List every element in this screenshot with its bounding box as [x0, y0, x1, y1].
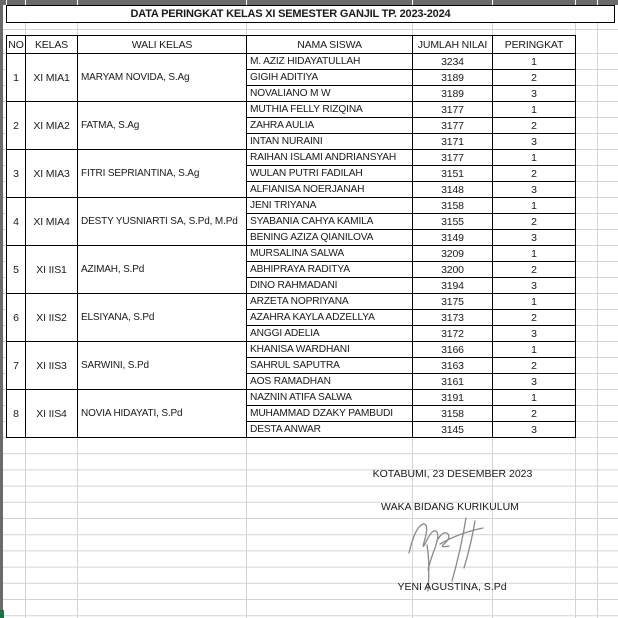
cell-nama-siswa[interactable]: NAZNIN ATIFA SALWA	[247, 390, 413, 406]
cell-peringkat[interactable]: 1	[493, 150, 576, 166]
ranking-table	[6, 35, 576, 438]
sheet-title-cell[interactable]	[6, 5, 615, 23]
cell-nama-siswa[interactable]: DINO RAHMADANI	[247, 278, 413, 294]
column-header-row	[7, 36, 576, 54]
cell-kelas[interactable]: XI IIS2	[26, 294, 78, 342]
cell-nama-siswa[interactable]: INTAN NURAINI	[247, 134, 413, 150]
cell-no[interactable]: 4	[7, 198, 26, 246]
cell-nama-siswa[interactable]: MURSALINA SALWA	[247, 246, 413, 262]
cell-wali-kelas[interactable]: FITRI SEPRIANTINA, S.Ag	[78, 150, 247, 198]
cell-wali-kelas[interactable]: AZIMAH, S.Pd	[78, 246, 247, 294]
cell-peringkat[interactable]: 1	[493, 246, 576, 262]
cell-kelas[interactable]: XI MIA1	[26, 54, 78, 102]
student-row	[7, 246, 576, 262]
cell-no[interactable]: 6	[7, 294, 26, 342]
student-row	[7, 294, 576, 310]
cell-nama-siswa[interactable]: ALFIANISA NOERJANAH	[247, 182, 413, 198]
cell-jumlah-nilai[interactable]: 3173	[413, 310, 493, 326]
cell-peringkat[interactable]: 2	[493, 262, 576, 278]
cell-jumlah-nilai[interactable]: 3189	[413, 86, 493, 102]
cell-jumlah-nilai[interactable]: 3234	[413, 54, 493, 70]
cell-peringkat[interactable]: 3	[493, 134, 576, 150]
column-headers-strip[interactable]	[0, 0, 618, 5]
cell-kelas[interactable]: XI IIS1	[26, 246, 78, 294]
cell-nama-siswa[interactable]: AZAHRA KAYLA ADZELLYA	[247, 310, 413, 326]
cell-peringkat[interactable]: 1	[493, 54, 576, 70]
header-kelas[interactable]: KELAS	[26, 36, 78, 54]
cell-nama-siswa[interactable]: KHANISA WARDHANI	[247, 342, 413, 358]
header-jumlah-nilai[interactable]: JUMLAH NILAI	[413, 36, 493, 54]
cell-nama-siswa[interactable]: MUTHIA FELLY RIZQINA	[247, 102, 413, 118]
ranking-table-body	[7, 54, 576, 438]
cell-no[interactable]: 5	[7, 246, 26, 294]
student-row	[7, 198, 576, 214]
student-row	[7, 54, 576, 70]
cell-nama-siswa[interactable]: MUHAMMAD DZAKY PAMBUDI	[247, 406, 413, 422]
cell-nama-siswa[interactable]: GIGIH ADITIYA	[247, 70, 413, 86]
cell-no[interactable]: 7	[7, 342, 26, 390]
student-row	[7, 342, 576, 358]
cell-kelas[interactable]: XI MIA3	[26, 150, 78, 198]
cell-peringkat[interactable]: 2	[493, 70, 576, 86]
cell-jumlah-nilai[interactable]: 3163	[413, 358, 493, 374]
cell-peringkat[interactable]: 3	[493, 422, 576, 438]
cell-jumlah-nilai[interactable]: 3209	[413, 246, 493, 262]
cell-kelas[interactable]: XI IIS4	[26, 390, 78, 438]
cell-jumlah-nilai[interactable]: 3148	[413, 182, 493, 198]
cell-jumlah-nilai[interactable]: 3158	[413, 406, 493, 422]
row-headers-sliver[interactable]	[0, 0, 3, 618]
cell-jumlah-nilai[interactable]: 3158	[413, 198, 493, 214]
cell-no[interactable]: 2	[7, 102, 26, 150]
cell-jumlah-nilai[interactable]: 3175	[413, 294, 493, 310]
cell-peringkat[interactable]: 2	[493, 214, 576, 230]
cell-peringkat[interactable]: 2	[493, 406, 576, 422]
cell-nama-siswa[interactable]: JENI TRIYANA	[247, 198, 413, 214]
cell-peringkat[interactable]: 1	[493, 198, 576, 214]
cell-jumlah-nilai[interactable]: 3151	[413, 166, 493, 182]
cell-no[interactable]: 8	[7, 390, 26, 438]
cell-jumlah-nilai[interactable]: 3149	[413, 230, 493, 246]
cell-jumlah-nilai[interactable]: 3191	[413, 390, 493, 406]
cell-peringkat[interactable]: 1	[493, 390, 576, 406]
cell-nama-siswa[interactable]: DESTA ANWAR	[247, 422, 413, 438]
cell-wali-kelas[interactable]: NOVIA HIDAYATI, S.Pd	[78, 390, 247, 438]
cell-peringkat[interactable]: 1	[493, 294, 576, 310]
cell-nama-siswa[interactable]: WULAN PUTRI FADILAH	[247, 166, 413, 182]
cell-nama-siswa[interactable]: ABHIPRAYA RADITYA	[247, 262, 413, 278]
header-no[interactable]: NO	[7, 36, 26, 54]
cell-wali-kelas[interactable]: MARYAM NOVIDA, S.Ag	[78, 54, 247, 102]
cell-jumlah-nilai[interactable]: 3177	[413, 150, 493, 166]
cell-wali-kelas[interactable]: FATMA, S.Ag	[78, 102, 247, 150]
cell-peringkat[interactable]: 1	[493, 102, 576, 118]
cell-kelas[interactable]: XI MIA2	[26, 102, 78, 150]
cell-jumlah-nilai[interactable]: 3155	[413, 214, 493, 230]
cell-nama-siswa[interactable]: ANGGI ADELIA	[247, 326, 413, 342]
cell-nama-siswa[interactable]: BENING AZIZA QIANILOVA	[247, 230, 413, 246]
student-row	[7, 390, 576, 406]
cell-no[interactable]: 1	[7, 54, 26, 102]
cell-wali-kelas[interactable]: SARWINI, S.Pd	[78, 342, 247, 390]
cell-kelas[interactable]: XI IIS3	[26, 342, 78, 390]
header-nama-siswa[interactable]: NAMA SISWA	[247, 36, 413, 54]
cell-peringkat[interactable]: 3	[493, 326, 576, 342]
header-wali-kelas[interactable]: WALI KELAS	[78, 36, 247, 54]
cell-jumlah-nilai[interactable]: 3177	[413, 102, 493, 118]
cell-nama-siswa[interactable]: ARZETA NOPRIYANA	[247, 294, 413, 310]
cell-peringkat[interactable]: 2	[493, 310, 576, 326]
cell-jumlah-nilai[interactable]: 3145	[413, 422, 493, 438]
cell-peringkat[interactable]: 3	[493, 86, 576, 102]
cell-nama-siswa[interactable]: M. AZIZ HIDAYATULLAH	[247, 54, 413, 70]
cell-wali-kelas[interactable]: DESTY YUSNIARTI SA, S.Pd, M.Pd	[78, 198, 247, 246]
place-date-text[interactable]: KOTABUMI, 23 DESEMBER 2023	[372, 468, 533, 480]
signer-role-text[interactable]: WAKA BIDANG KURIKULUM	[381, 501, 519, 513]
selection-corner-marker	[0, 610, 4, 618]
cell-peringkat[interactable]: 1	[493, 342, 576, 358]
cell-jumlah-nilai[interactable]: 3189	[413, 70, 493, 86]
cell-peringkat[interactable]: 2	[493, 358, 576, 374]
cell-jumlah-nilai[interactable]: 3194	[413, 278, 493, 294]
cell-nama-siswa[interactable]: SYABANIA CAHYA KAMILA	[247, 214, 413, 230]
cell-jumlah-nilai[interactable]: 3166	[413, 342, 493, 358]
cell-nama-siswa[interactable]: SAHRUL SAPUTRA	[247, 358, 413, 374]
cell-peringkat[interactable]: 3	[493, 230, 576, 246]
cell-wali-kelas[interactable]: ELSIYANA, S.Pd	[78, 294, 247, 342]
cell-no[interactable]: 3	[7, 150, 26, 198]
student-row	[7, 150, 576, 166]
cell-jumlah-nilai[interactable]: 3171	[413, 134, 493, 150]
cell-jumlah-nilai[interactable]: 3200	[413, 262, 493, 278]
student-row	[7, 102, 576, 118]
cell-jumlah-nilai[interactable]: 3161	[413, 374, 493, 390]
page-title: DATA PERINGKAT KELAS XI SEMESTER GANJIL TP. 2023-2024	[130, 8, 451, 20]
cell-peringkat[interactable]: 3	[493, 278, 576, 294]
cell-peringkat[interactable]: 3	[493, 374, 576, 390]
cell-peringkat[interactable]: 2	[493, 166, 576, 182]
cell-peringkat[interactable]: 3	[493, 182, 576, 198]
cell-jumlah-nilai[interactable]: 3177	[413, 118, 493, 134]
cell-nama-siswa[interactable]: RAIHAN ISLAMI ANDRIANSYAH	[247, 150, 413, 166]
cell-nama-siswa[interactable]: NOVALIANO M W	[247, 86, 413, 102]
cell-nama-siswa[interactable]: AOS RAMADHAN	[247, 374, 413, 390]
signer-name-text[interactable]: YENI AGUSTINA, S.Pd	[397, 581, 507, 593]
header-peringkat[interactable]: PERINGKAT	[493, 36, 576, 54]
cell-peringkat[interactable]: 2	[493, 118, 576, 134]
cell-kelas[interactable]: XI MIA4	[26, 198, 78, 246]
cell-nama-siswa[interactable]: ZAHRA AULIA	[247, 118, 413, 134]
cell-jumlah-nilai[interactable]: 3172	[413, 326, 493, 342]
